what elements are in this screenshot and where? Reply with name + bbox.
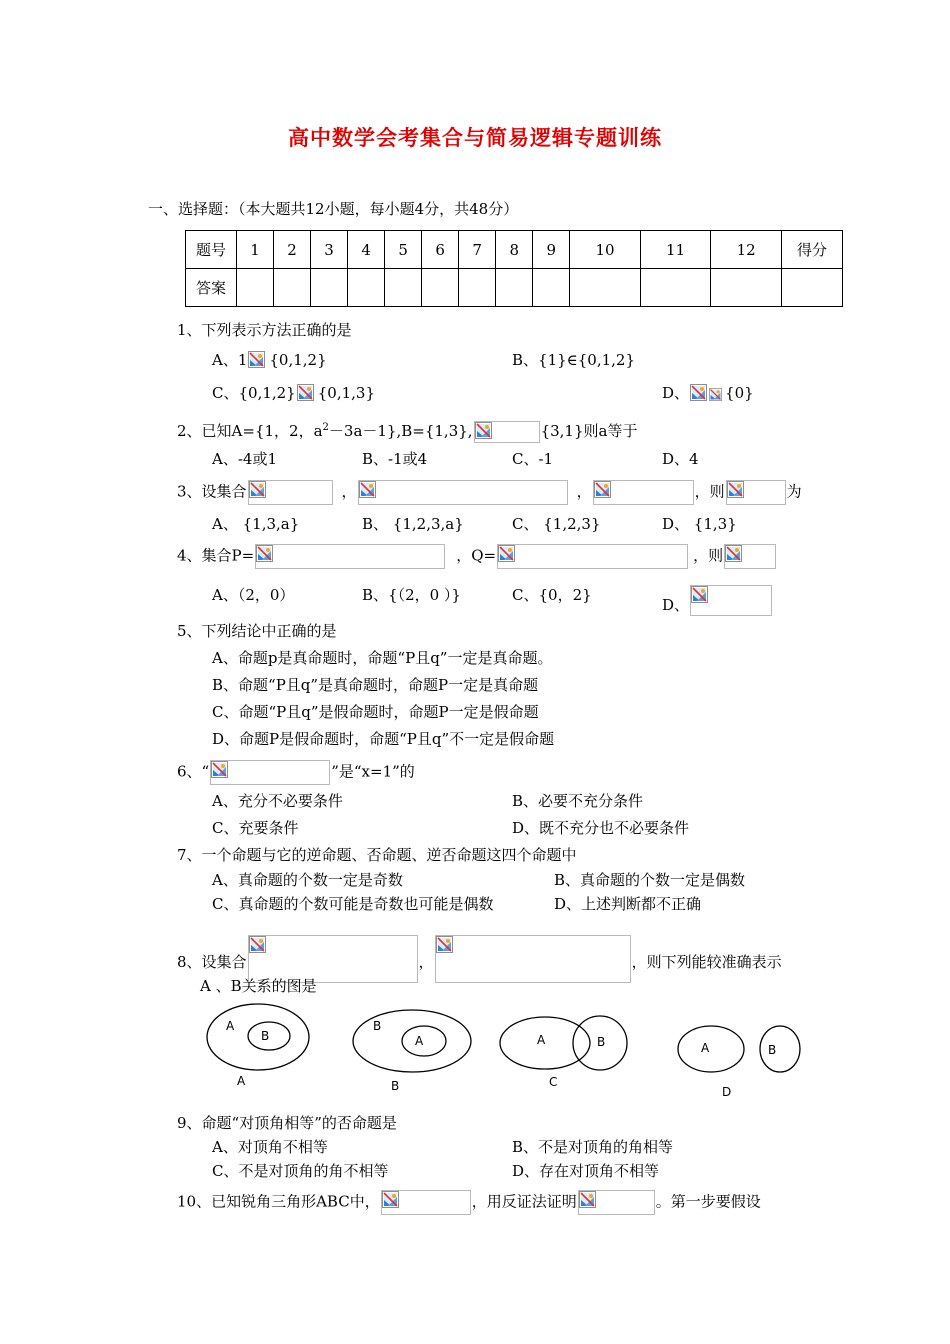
q7-option-c: C、真命题的个数可能是奇数也可能是偶数 <box>212 895 494 913</box>
q7-stem: 7、一个命题与它的逆命题、否命题、逆否命题这四个命题中 <box>177 846 577 864</box>
table-number-cell: 6 <box>422 231 459 269</box>
diagram-d-right-ellipse <box>760 1026 800 1072</box>
q1-c-pre: C、{0,1,2} <box>212 384 296 402</box>
diagram-a-label-big: A <box>226 1019 235 1033</box>
q2-option-b: B、-1或4 <box>362 450 428 468</box>
q7-option-b: B、真命题的个数一定是偶数 <box>554 871 746 889</box>
diagram-d-label-left: A <box>701 1041 710 1055</box>
q1-option-b: B、{1}∈{0,1,2} <box>512 351 636 369</box>
q9-option-b: B、不是对顶角的角相等 <box>512 1138 674 1156</box>
diagram-d-caption: D <box>722 1085 732 1099</box>
q5-option-b: B、命题“P且q”是真命题时，命题P一定是真命题 <box>212 676 539 694</box>
q9-option-a: A、对顶角不相等 <box>212 1138 328 1156</box>
q4-then: ，则 <box>693 546 724 565</box>
page-title: 高中数学会考集合与简易逻辑专题训练 <box>288 125 662 150</box>
table-number-cell: 10 <box>570 231 641 269</box>
table-number-cell: 3 <box>311 231 348 269</box>
q9-stem: 9、命题“对顶角相等”的否命题是 <box>177 1114 397 1132</box>
q2-option-d: D、4 <box>662 450 699 468</box>
table-score-label: 得分 <box>782 231 843 269</box>
q10-post: 。第一步要假设 <box>655 1192 761 1211</box>
q4-q: ，Q= <box>456 546 497 565</box>
diagram-a-label-small: B <box>261 1029 270 1043</box>
q3-wei: 为 <box>786 482 802 501</box>
diagram-b-label-big: B <box>373 1019 382 1033</box>
q5-stem: 5、下列结论中正确的是 <box>177 622 337 640</box>
q3-option-d: D、 {1,3} <box>662 515 737 533</box>
table-number-cell: 12 <box>711 231 782 269</box>
q1-a-post: {0,1,2} <box>269 351 327 369</box>
q8-stem-post: ，则下列能较准确表示 <box>631 953 782 971</box>
diagram-b-caption: B <box>391 1079 400 1093</box>
q3-then: ，则 <box>694 482 725 501</box>
table-header-label: 题号 <box>186 231 237 269</box>
q4-option-c: C、{0，2} <box>512 586 592 604</box>
section-heading: 一、选择题：（本大题共12小题，每小题4分，共48分） <box>148 200 519 218</box>
q2-option-a: A、-4或1 <box>212 450 277 468</box>
q5-option-c: C、命题“P且q”是假命题时，命题P一定是假命题 <box>212 703 539 721</box>
q3-comma: ， <box>576 482 592 501</box>
formula-image-icon <box>578 1190 655 1215</box>
table-number-cell: 5 <box>385 231 422 269</box>
q6-option-d: D、既不充分也不必要条件 <box>512 819 690 837</box>
table-number-cell: 4 <box>348 231 385 269</box>
q2-stem-mid: －3a－1},B={1,3}, <box>328 422 473 440</box>
table-number-cell: 9 <box>533 231 570 269</box>
q5-option-a: A、命题p是真命题时，命题“P且q”一定是真命题。 <box>212 649 553 667</box>
q1-d-post: {0} <box>725 384 754 402</box>
table-number-cell: 7 <box>459 231 496 269</box>
q3-option-a: A、 {1,3,a} <box>212 515 300 533</box>
q10-stem-pre: 10、已知锐角三角形ABC中， <box>177 1192 380 1211</box>
q4-d-pre: D、 <box>662 596 690 614</box>
q10-mid: ，用反证法证明 <box>471 1192 577 1211</box>
diagram-d-left-ellipse <box>678 1026 744 1072</box>
q1-d-pre: D、 <box>662 384 690 402</box>
q7-option-d: D、上述判断都不正确 <box>554 895 702 913</box>
q4-option-b: B、{（2，0 ）} <box>362 586 461 604</box>
diagram-c-label-left: A <box>537 1033 546 1047</box>
q6-stem-post: ”是“x=1”的 <box>331 762 415 781</box>
diagram-b-label-small: A <box>415 1034 424 1048</box>
q10-stem <box>177 1190 761 1215</box>
q2-option-c: C、-1 <box>512 450 554 468</box>
q3-comma: ， <box>341 482 357 501</box>
q5-option-d: D、命题P是假命题时，命题“P且q”不一定是假命题 <box>212 730 555 748</box>
q4-stem-pre: 4、集合P= <box>177 546 255 565</box>
q1-stem: 1、下列表示方法正确的是 <box>177 321 352 339</box>
q9-option-c: C、不是对顶角的角不相等 <box>212 1162 389 1180</box>
diagram-c-label-right: B <box>597 1035 606 1049</box>
table-number-cell: 1 <box>237 231 274 269</box>
q1-a-pre: A、1 <box>212 351 248 369</box>
formula-image-icon <box>381 1190 471 1215</box>
table-number-cell: 2 <box>274 231 311 269</box>
q2-exponent: 2 <box>322 422 329 433</box>
diagram-a-caption: A <box>237 1074 246 1088</box>
q3-option-c: C、 {1,2,3} <box>512 515 601 533</box>
q3-stem-pre: 3、设集合 <box>177 482 247 501</box>
q6-option-a: A、充分不必要条件 <box>212 792 343 810</box>
q1-c-post: {0,1,3} <box>317 384 375 402</box>
q7-option-a: A、真命题的个数一定是奇数 <box>212 871 403 889</box>
q6-option-b: B、必要不充分条件 <box>512 792 644 810</box>
q6-stem-pre: 6、“ <box>177 762 210 781</box>
diagram-b-outer-ellipse <box>353 1010 471 1072</box>
table-answer-label: 答案 <box>186 269 237 307</box>
q4-option-a: A、（2，0） <box>212 586 295 604</box>
table-number-cell: 11 <box>640 231 711 269</box>
q2-stem-post: {3,1}则a等于 <box>540 422 638 440</box>
diagram-a-outer-ellipse <box>207 1004 309 1070</box>
diagram-c-caption: C <box>549 1075 558 1089</box>
q8-line2: A 、B关系的图是 <box>200 977 317 995</box>
q3-option-b: B、 {1,2,3,a} <box>362 515 464 533</box>
q2-stem-pre: 2、已知A={1，2，a <box>177 422 323 440</box>
q6-option-c: C、充要条件 <box>212 819 299 837</box>
table-number-cell: 8 <box>496 231 533 269</box>
q9-option-d: D、存在对顶角不相等 <box>512 1162 660 1180</box>
diagram-d-label-right: B <box>768 1043 777 1057</box>
diagram-b-inner-ellipse <box>402 1026 446 1056</box>
q8-stem-pre: 8、设集合 <box>177 953 247 971</box>
q8-comma: ， <box>418 953 434 971</box>
